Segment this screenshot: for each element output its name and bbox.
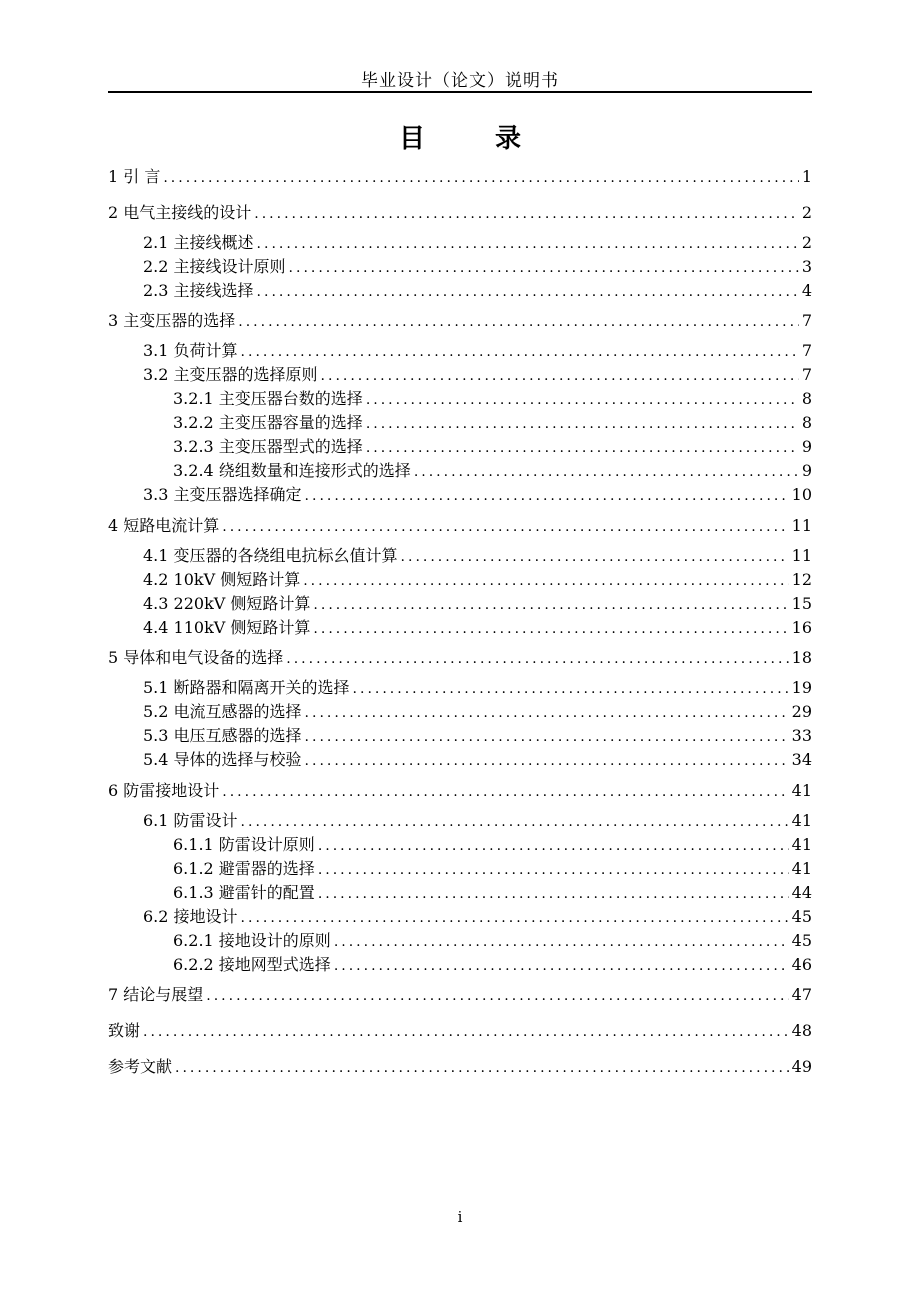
toc-entry[interactable] <box>143 726 812 746</box>
toc-entry[interactable] <box>173 413 812 433</box>
dot-leader <box>254 204 799 224</box>
toc-entry-page: 2 <box>801 233 812 252</box>
toc-entry-label: 4.1 变压器的各绕组电抗标幺值计算 <box>143 546 398 565</box>
dot-leader <box>334 932 789 952</box>
dot-leader <box>318 836 789 856</box>
toc-entry-label: 3.2.3 主变压器型式的选择 <box>173 437 363 456</box>
dot-leader <box>305 486 789 506</box>
toc-entry[interactable] <box>108 648 812 668</box>
page-header: 毕业设计（论文）说明书 <box>361 71 559 91</box>
toc-entry-page: 11 <box>791 516 812 535</box>
toc-entry-page: 44 <box>791 883 812 902</box>
toc-entry-label: 6.1 防雷设计 <box>143 811 238 830</box>
toc-entry[interactable] <box>143 546 812 566</box>
toc-entry[interactable] <box>143 257 812 277</box>
toc-entry-page: 41 <box>791 835 812 854</box>
dot-leader <box>257 282 799 302</box>
dot-leader <box>286 649 788 669</box>
dot-leader <box>305 703 789 723</box>
toc-entry[interactable] <box>143 811 812 831</box>
dot-leader <box>321 366 799 386</box>
toc-entry[interactable] <box>173 461 812 481</box>
toc-entry-label: 参考文献 <box>108 1057 173 1076</box>
dot-leader <box>366 438 799 458</box>
toc-entry-page: 8 <box>801 413 812 432</box>
dot-leader <box>401 547 789 567</box>
toc-entry-page: 16 <box>791 618 812 637</box>
toc-entry-page: 34 <box>791 750 812 769</box>
dot-leader <box>163 168 798 188</box>
toc-entry-page: 48 <box>791 1021 812 1040</box>
toc-entry-page: 46 <box>791 955 812 974</box>
toc-entry[interactable] <box>173 389 812 409</box>
toc-entry[interactable] <box>173 859 812 879</box>
toc-entry-label: 3.2.4 绕组数量和连接形式的选择 <box>173 461 411 480</box>
dot-leader <box>222 782 788 802</box>
toc-entry-label: 3.2.2 主变压器容量的选择 <box>173 413 363 432</box>
toc-entry-page: 19 <box>791 678 812 697</box>
dot-leader <box>289 258 799 278</box>
toc-entry-label: 5.4 导体的选择与校验 <box>143 750 302 769</box>
toc-entry-label: 2.2 主接线设计原则 <box>143 257 286 276</box>
toc-entry-page: 7 <box>801 311 812 330</box>
toc-entry-label: 7 结论与展望 <box>108 985 204 1004</box>
dot-leader <box>366 390 799 410</box>
toc-entry-label: 5.2 电流互感器的选择 <box>143 702 302 721</box>
toc-entry[interactable] <box>108 311 812 331</box>
dot-leader <box>313 595 788 615</box>
toc-entry-label: 5.1 断路器和隔离开关的选择 <box>143 678 350 697</box>
dot-leader <box>241 342 799 362</box>
toc-entry[interactable] <box>143 618 812 638</box>
dot-leader <box>353 679 789 699</box>
toc-entry-label: 3 主变压器的选择 <box>108 311 236 330</box>
toc-entry[interactable] <box>108 1021 812 1041</box>
toc-entry-label: 6.2.2 接地网型式选择 <box>173 955 331 974</box>
toc-entry-label: 6.1.1 防雷设计原则 <box>173 835 315 854</box>
toc-entry[interactable] <box>143 341 812 361</box>
toc-entry-page: 7 <box>801 365 812 384</box>
dot-leader <box>143 1022 789 1042</box>
toc-entry[interactable] <box>173 931 812 951</box>
toc-entry[interactable] <box>143 365 812 385</box>
dot-leader <box>414 462 799 482</box>
toc-entry-page: 2 <box>801 203 812 222</box>
toc-entry-label: 3.2.1 主变压器台数的选择 <box>173 389 363 408</box>
toc-title: 目 录 <box>398 124 543 154</box>
toc-entry-label: 6.1.2 避雷器的选择 <box>173 859 315 878</box>
toc-entry[interactable] <box>143 594 812 614</box>
toc-entry-page: 10 <box>791 485 812 504</box>
toc-entry-page: 41 <box>791 811 812 830</box>
toc-entry-page: 12 <box>791 570 812 589</box>
toc-entry-label: 2 电气主接线的设计 <box>108 203 252 222</box>
toc-entry-page: 41 <box>791 859 812 878</box>
toc-entry-label: 3.3 主变压器选择确定 <box>143 485 302 504</box>
toc-entry-label: 致谢 <box>108 1021 141 1040</box>
toc-entry[interactable] <box>143 907 812 927</box>
toc-entry-page: 15 <box>791 594 812 613</box>
dot-leader <box>222 517 788 537</box>
toc-entry-label: 4.2 10kV 侧短路计算 <box>143 570 301 589</box>
toc-entry[interactable] <box>108 985 812 1005</box>
toc-entry-page: 1 <box>801 167 812 186</box>
toc-entry-label: 6.2.1 接地设计的原则 <box>173 931 331 950</box>
dot-leader <box>318 860 789 880</box>
toc-entry[interactable] <box>173 883 812 903</box>
toc-entry-page: 29 <box>791 702 812 721</box>
dot-leader <box>305 751 789 771</box>
toc-entry-label: 1 引 言 <box>108 167 161 186</box>
toc-entry-page: 47 <box>791 985 812 1004</box>
toc-entry-page: 45 <box>791 907 812 926</box>
toc-entry-label: 4 短路电流计算 <box>108 516 220 535</box>
dot-leader <box>206 986 788 1006</box>
toc-entry-page: 41 <box>791 781 812 800</box>
toc-entry-label: 6.1.3 避雷针的配置 <box>173 883 315 902</box>
toc-entry-label: 4.4 110kV 侧短路计算 <box>143 618 311 637</box>
toc-entry[interactable] <box>173 835 812 855</box>
toc-entry[interactable] <box>143 702 812 722</box>
toc-entry[interactable] <box>143 281 812 301</box>
toc-entry-label: 2.3 主接线选择 <box>143 281 254 300</box>
toc-entry-label: 3.1 负荷计算 <box>143 341 238 360</box>
toc-entry-label: 5 导体和电气设备的选择 <box>108 648 284 667</box>
toc-entry-label: 4.3 220kV 侧短路计算 <box>143 594 311 613</box>
toc-entry[interactable] <box>143 570 812 590</box>
toc-entry[interactable] <box>108 781 812 801</box>
dot-leader <box>366 414 799 434</box>
toc-entry-label: 3.2 主变压器的选择原则 <box>143 365 318 384</box>
toc-entry-page: 7 <box>801 341 812 360</box>
toc-entry-page: 49 <box>791 1057 812 1076</box>
toc-entry-label: 5.3 电压互感器的选择 <box>143 726 302 745</box>
toc-entry-label: 2.1 主接线概述 <box>143 233 254 252</box>
dot-leader <box>318 884 789 904</box>
toc-entry-page: 9 <box>801 461 812 480</box>
toc-entry-page: 9 <box>801 437 812 456</box>
toc-entry-label: 6.2 接地设计 <box>143 907 238 926</box>
page-number: i <box>457 1208 463 1226</box>
toc-entry-page: 45 <box>791 931 812 950</box>
toc-entry-page: 18 <box>791 648 812 667</box>
toc-entry-page: 4 <box>801 281 812 300</box>
dot-leader <box>241 812 789 832</box>
dot-leader <box>238 312 799 332</box>
toc-entry-page: 11 <box>791 546 812 565</box>
toc-entry[interactable] <box>143 678 812 698</box>
dot-leader <box>303 571 788 591</box>
toc-entry[interactable] <box>143 750 812 770</box>
dot-leader <box>313 619 788 639</box>
dot-leader <box>257 234 799 254</box>
dot-leader <box>334 956 789 976</box>
toc-entry[interactable] <box>173 955 812 975</box>
toc-entry[interactable] <box>108 516 812 536</box>
toc-entry-label: 6 防雷接地设计 <box>108 781 220 800</box>
toc-entry-page: 33 <box>791 726 812 745</box>
toc-entry[interactable] <box>143 233 812 253</box>
toc-entry[interactable] <box>108 1057 812 1077</box>
toc-entry[interactable] <box>173 437 812 457</box>
toc-entry[interactable] <box>108 203 812 223</box>
toc-entry-page: 8 <box>801 389 812 408</box>
dot-leader <box>305 727 789 747</box>
dot-leader <box>175 1058 789 1078</box>
toc-entry-page: 3 <box>801 257 812 276</box>
toc-entry[interactable] <box>143 485 812 505</box>
toc-entry[interactable] <box>108 167 812 187</box>
dot-leader <box>241 908 789 928</box>
